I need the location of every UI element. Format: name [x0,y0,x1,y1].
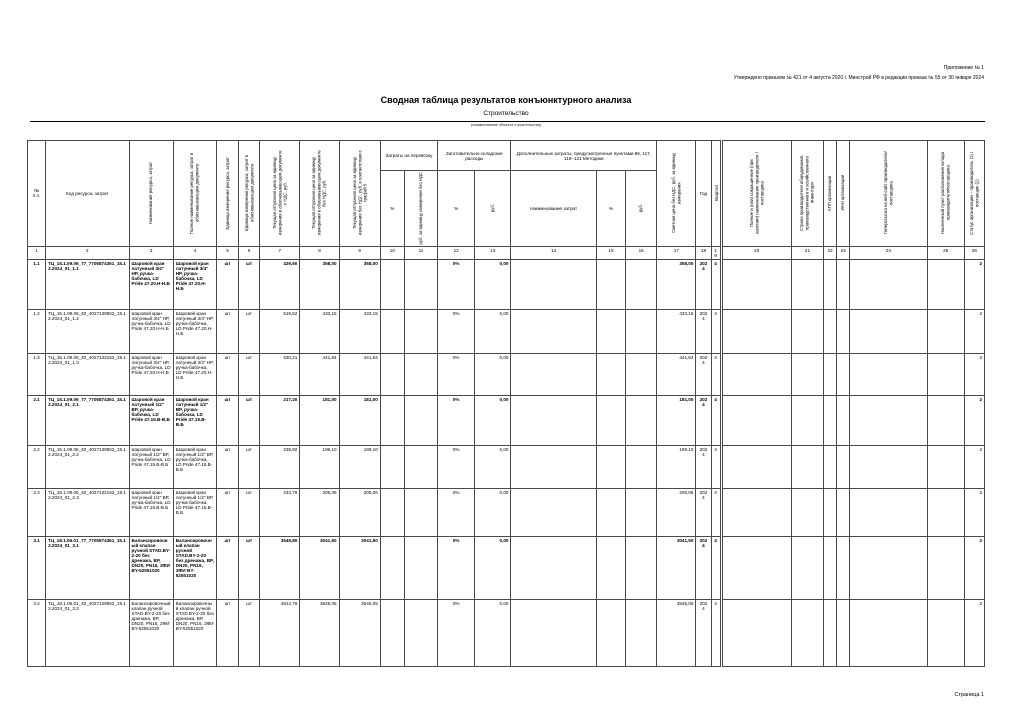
cell-storage-pct: 0% [438,395,475,445]
cell-unit: шт [216,309,238,353]
cell-price-net-final: 358,00 [339,259,380,309]
cell-quarter: 4 [711,599,721,666]
cell-quarter: 4 [711,309,721,353]
cell-name: Шаровой кран латунный 1/2" ВР, ручка-бабочка, LD Pride 47.15.В-В.Б [129,445,173,488]
cell-status: 2 [964,445,984,488]
cell-num: 2.2 [28,445,46,488]
cell-extra-rub [626,599,657,666]
table-row [28,445,985,488]
cell-storage-rub: 0,00 [475,536,511,599]
col-header-unit: Единица измерения ресурса, затрат [216,141,238,247]
cell-full-name: Шаровой кран латунный 3/4" НР, ручка-бабочка, LD Pride 47.20.Н-Н.Б [173,353,216,395]
cell-website [850,309,927,353]
cell-unit-doc: шт [239,395,260,445]
cell-name: Балансировочный клапан ручной STAD.BY-2-20 без дренажа, ВР, DN20, PN16, ЗФИ BY-52551020 [129,599,173,666]
cell-price-gross: 243,79 [260,488,300,536]
cell-extra-pct [596,488,625,536]
col-header-storage-rub: руб. [475,171,511,247]
cell-name: Шаровой кран латунный 3/4" НР, ручка-бабочка, LD Pride 47.20.Н-Н.Б [129,353,173,395]
cell-extra-pct [596,259,625,309]
cell-storage-rub: 0,00 [475,599,511,666]
cell-storage-pct: 0% [438,536,475,599]
col-header-transport-rub: руб. за единицу измерения без НДС [404,171,437,247]
cell-status: 2 [964,309,984,353]
cell-country [791,536,823,599]
cell-status: 2 [964,536,984,599]
column-number: 24 [850,246,927,259]
col-header-warehouse-city: Населенный пункт расположения склада производителя/поставщика [927,141,964,247]
cell-estimate-price: 3545,05 [657,599,696,666]
cell-year: 2024 [696,445,711,488]
cell-unit: шт [216,259,238,309]
cell-unit-doc: шт [239,309,260,353]
cell-code: ТЦ_15.1.09.06_40_4027139952_19.12.2024_01_2.2 [46,445,129,488]
cell-city [927,599,964,666]
cell-num: 1.3 [28,353,46,395]
cell-quarter: 4 [711,536,721,599]
cell-status: 2 [964,395,984,445]
cell-unit: шт [216,445,238,488]
cell-quarter: 4 [711,259,721,309]
cell-city [927,445,964,488]
column-number: 22 [824,246,837,259]
cell-city [927,395,964,445]
cell-price-net-final: 181,00 [339,395,380,445]
cell-extra-pct [596,353,625,395]
col-header-resource-name: Наименование ресурса, затрат [129,141,173,247]
cell-status: 2 [964,353,984,395]
cell-website [850,259,927,309]
cell-extra-name [511,536,596,599]
cell-unit: шт [216,536,238,599]
cell-estimate-price: 205,06 [657,488,696,536]
group-header-additional-costs: Дополнительные затраты, предусмотренные пунктами 86, 117, 119–121 Методики [511,141,657,171]
column-number: 11 [404,246,437,259]
cell-country [791,353,823,395]
cell-name: Балансировочный клапан ручной STAD.BY-2-20 без дренажа, ВР, DN20, PN16, ЗФИ BY-52551020 [129,536,173,599]
cell-storage-rub: 0,00 [475,259,511,309]
cell-transport-pct [380,395,404,445]
cell-year: 2024 [696,599,711,666]
cell-transport-rub [404,445,437,488]
col-header-inn: ИНН организации [837,141,850,247]
col-header-price-no-vat-doc: Текущая отпускная цена за единицу измерения в обосновывающем документе без НДС, руб. [300,141,339,247]
cell-price-net-final: 3041,50 [339,536,380,599]
cell-status: 2 [964,599,984,666]
cell-manufacturer [721,488,791,536]
table-body [28,259,985,666]
cell-storage-pct: 0% [438,488,475,536]
col-header-full-name: Полное наименование ресурса, затрат в обосновывающем документе [173,141,216,247]
cell-price-net: 358,00 [300,259,339,309]
cell-transport-rub [404,599,437,666]
cell-manufacturer [721,353,791,395]
cell-kpp [824,536,837,599]
cell-price-net: 3041,50 [300,536,339,599]
cell-estimate-price: 181,00 [657,395,696,445]
col-header-org-status: Статус организации – производитель (1) / поставщик (2) [964,141,984,247]
column-number: 23 [837,246,850,259]
column-number: 4 [173,246,216,259]
cell-extra-name [511,599,596,666]
cell-city [927,353,964,395]
cell-name: Шаровой кран латунный 3/4" НР, ручка-бабочка, LD Pride 47.20.Н-Н.Б [129,259,173,309]
cell-extra-name [511,395,596,445]
cell-country [791,259,823,309]
column-number: 19 [711,246,721,259]
col-header-website: Гиперссылка на веб-сайт производителя/поставщика [850,141,927,247]
cell-website [850,395,927,445]
cell-price-net: 441,84 [300,353,339,395]
cell-country [791,488,823,536]
cell-inn [837,488,850,536]
cell-year: 2024 [696,353,711,395]
cell-year: 2024 [696,488,711,536]
cell-estimate-price: 199,10 [657,445,696,488]
cell-extra-pct [596,309,625,353]
cell-inn [837,259,850,309]
cell-full-name: Шаровой кран латунный 1/2" ВР, ручка-бабочка, LD Pride 47.15.В-В.Б [173,488,216,536]
cell-unit: шт [216,353,238,395]
column-number: 25 [927,246,964,259]
cell-name: Шаровой кран латунный 3/4" НР, ручка-бабочка, LD Pride 47.20.Н-Н.Б [129,309,173,353]
cell-quarter: 4 [711,488,721,536]
cell-kpp [824,395,837,445]
cell-extra-rub [626,259,657,309]
cell-website [850,353,927,395]
cell-year: 2024 [696,395,711,445]
col-header-extra-pct: % [596,171,625,247]
cell-manufacturer [721,599,791,666]
column-number: 6 [239,246,260,259]
column-number: 15 [596,246,625,259]
col-header-estimate-price: Сметная цена без НДС, руб. за единицу измерения [657,141,696,247]
cell-storage-rub: 0,00 [475,353,511,395]
cell-inn [837,353,850,395]
cell-manufacturer [721,445,791,488]
group-header-transport-costs: Затраты на перевозку [380,141,437,171]
column-number: 7 [260,246,300,259]
col-header-price-no-vat: Текущая отпускная цена за единицу измерения без НДС, руб. в соответствии с графой 5 [339,141,380,247]
column-number: 16 [626,246,657,259]
cell-storage-pct: 0% [438,445,475,488]
cell-extra-name [511,353,596,395]
col-header-country: Страна производителя оборудования, производственного и хозяйственного инвентаря [791,141,823,247]
col-header-price-with-vat: Текущая отпускная цена за единицу измерения в обосновывающем документе с НДС, руб. [260,141,300,247]
cell-price-gross: 238,92 [260,445,300,488]
cell-transport-rub [404,395,437,445]
cell-num: 1.2 [28,309,46,353]
cell-transport-rub [404,488,437,536]
cell-inn [837,445,850,488]
table-row [28,488,985,536]
group-header-storage-costs: Заготовительно-складские расходы [438,141,511,171]
cell-price-gross: 4814,76 [260,599,300,666]
column-number: 3 [129,246,173,259]
page-number: Страница 1 [954,692,984,698]
cell-year: 2024 [696,259,711,309]
column-number: 17 [657,246,696,259]
cell-extra-name [511,309,596,353]
cell-extra-rub [626,353,657,395]
cell-unit-doc: шт [239,488,260,536]
column-number: 13 [475,246,511,259]
cell-code: ТЦ_18.1.06.01_77_7705874361_15.12.2024_01_3.1 [46,536,129,599]
cell-kpp [824,259,837,309]
object-name-note: (наименование объекта строительства) [470,123,542,127]
cell-transport-rub [404,536,437,599]
column-number: 26 [964,246,984,259]
cell-kpp [824,353,837,395]
col-header-transport-pct: % [380,171,404,247]
cell-website [850,488,927,536]
col-header-manufacturer-name: Полное и (или) сокращенное (при наличии) наименование производителя / поставщика [721,141,791,247]
cell-quarter: 4 [711,445,721,488]
construction-object-name: Строительство [483,110,529,117]
cell-transport-pct [380,488,404,536]
cell-extra-name [511,259,596,309]
annotation-line-1: Приложение № 1 [943,65,984,71]
cell-extra-name [511,445,596,488]
cell-inn [837,599,850,666]
cell-num: 2.3 [28,488,46,536]
cell-code: ТЦ_15.1.09.06_40_4027139952_19.12.2024_01_1.2 [46,309,129,353]
cell-price-net-final: 205,06 [339,488,380,536]
cell-unit: шт [216,488,238,536]
col-header-storage-pct: % [438,171,475,247]
cell-transport-pct [380,353,404,395]
cell-extra-pct [596,445,625,488]
column-number: 21 [791,246,823,259]
column-number: 1 [28,246,46,259]
column-number: 9 [339,246,380,259]
cell-country [791,395,823,445]
cell-storage-pct: 0% [438,353,475,395]
col-header-year: Год [696,141,711,247]
page-title: Сводная таблица результатов конъюнктурного анализа [380,95,632,105]
cell-num: 1.1 [28,259,46,309]
cell-city [927,309,964,353]
table-row [28,536,985,599]
column-number: 5 [216,246,238,259]
cell-status: 2 [964,488,984,536]
cell-quarter: 4 [711,395,721,445]
cell-unit: шт [216,395,238,445]
cell-price-gross: 429,60 [260,259,300,309]
cell-storage-pct: 0% [438,259,475,309]
cell-transport-rub [404,353,437,395]
cell-code: ТЦ_15.1.09.06_77_7705874361_15.12.2024_01_1.1 [46,259,129,309]
cell-code: ТЦ_18.1.06.01_40_4027139952_19.12.2024_01_3.2 [46,599,129,666]
cell-website [850,599,927,666]
cell-unit-doc: шт [239,536,260,599]
cell-extra-name [511,488,596,536]
column-number: 12 [438,246,475,259]
cell-transport-pct [380,259,404,309]
cell-storage-rub: 0,00 [475,395,511,445]
cell-transport-pct [380,445,404,488]
col-header-unit-doc: Единица измерения ресурса, затрат в обосновывающем документе [239,141,260,247]
cell-inn [837,395,850,445]
col-header-resource-code: Код ресурса, затрат [46,141,129,247]
approval-annotation [734,64,984,83]
cell-website [850,445,927,488]
cell-extra-rub [626,395,657,445]
table-row [28,353,985,395]
cell-manufacturer [721,395,791,445]
cell-price-net: 3545,05 [300,599,339,666]
col-header-npp: № п.п. [28,141,46,247]
column-number: 18 [696,246,711,259]
cell-transport-pct [380,536,404,599]
cell-num: 3.1 [28,536,46,599]
cell-full-name: Шаровой кран латунный 3/4" НР, ручка-бабочка, LD Pride 47.20.Н-Н.Б [173,309,216,353]
cell-price-gross: 217,20 [260,395,300,445]
cell-country [791,599,823,666]
cell-extra-rub [626,445,657,488]
cell-manufacturer [721,536,791,599]
cell-price-net: 181,00 [300,395,339,445]
cell-full-name: Шаровой кран латунный 1/2" ВР, ручка-бабочка, LD Pride 47.15.В-В.Б [173,395,216,445]
table-row [28,395,985,445]
cell-unit-doc: шт [239,259,260,309]
col-header-extra-name: Наименование затрат [511,171,596,247]
cell-unit: шт [216,599,238,666]
cell-unit-doc: шт [239,445,260,488]
cell-kpp [824,488,837,536]
conjuncture-analysis-table [27,140,985,667]
cell-estimate-price: 441,84 [657,353,696,395]
cell-estimate-price: 433,15 [657,309,696,353]
cell-full-name: Балансировочный клапан ручной STAD.BY-2-20 без дренажа, ВР, DN20, PN16, ЗФИ BY-52551020 [173,599,216,666]
cell-manufacturer [721,259,791,309]
column-number: 10 [380,246,404,259]
cell-estimate-price: 358,00 [657,259,696,309]
cell-kpp [824,599,837,666]
cell-extra-rub [626,488,657,536]
cell-city [927,259,964,309]
cell-year: 2024 [696,309,711,353]
cell-country [791,445,823,488]
cell-kpp [824,309,837,353]
cell-kpp [824,445,837,488]
table-row [28,259,985,309]
cell-full-name: Балансировочный клапан ручной STAD.BY-2-20 без дренажа, ВР, DN20, PN16, ЗФИ BY-52551020 [173,536,216,599]
cell-unit-doc: шт [239,599,260,666]
cell-unit-doc: шт [239,353,260,395]
cell-code: ТЦ_15.1.09.06_40_4027132153_19.12.2024_01_2.3 [46,488,129,536]
column-numbers-row [28,246,985,259]
cell-price-gross: 530,21 [260,353,300,395]
cell-year: 2024 [696,536,711,599]
cell-city [927,488,964,536]
cell-storage-rub: 0,00 [475,309,511,353]
cell-price-net: 205,06 [300,488,339,536]
cell-inn [837,309,850,353]
cell-inn [837,536,850,599]
cell-transport-pct [380,309,404,353]
col-header-kpp: КПП организации [824,141,837,247]
cell-price-net-final: 441,84 [339,353,380,395]
table-row [28,309,985,353]
cell-price-gross: 519,52 [260,309,300,353]
cell-website [850,536,927,599]
cell-transport-rub [404,259,437,309]
cell-extra-rub [626,309,657,353]
cell-manufacturer [721,309,791,353]
col-header-extra-rub: руб. [626,171,657,247]
cell-price-gross: 3649,80 [260,536,300,599]
cell-transport-rub [404,309,437,353]
cell-num: 2.1 [28,395,46,445]
cell-full-name: Шаровой кран латунный 1/2" ВР, ручка-бабочка, LD Pride 47.15.В-В.Б [173,445,216,488]
cell-name: Шаровой кран латунный 1/2" ВР, ручка-бабочка, LD Pride 47.15.В-В.Б [129,488,173,536]
cell-extra-pct [596,599,625,666]
cell-price-net: 199,10 [300,445,339,488]
cell-status: 2 [964,259,984,309]
table-row [28,599,985,666]
col-header-quarter: Квартал [711,141,721,247]
cell-extra-pct [596,536,625,599]
cell-name: Шаровой кран латунный 1/2" ВР, ручка-бабочка, LD Pride 47.15.В-В.Б [129,395,173,445]
cell-code: ТЦ_15.1.09.06_40_4027132153_19.12.2024_01_1.3 [46,353,129,395]
cell-num: 3.2 [28,599,46,666]
cell-quarter: 4 [711,353,721,395]
annotation-line-2: Утверждено приказом № 421 от 4 августа 2020 г. Минстрой РФ в редакции приказа № 55 от 30 января 2024 [733,74,984,81]
cell-country [791,309,823,353]
cell-estimate-price: 3041,50 [657,536,696,599]
cell-storage-pct: 0% [438,599,475,666]
object-name-underline [30,121,985,122]
cell-price-net-final: 433,15 [339,309,380,353]
cell-price-net-final: 199,10 [339,445,380,488]
cell-code: ТЦ_15.1.09.06_77_7705874361_15.12.2024_01_2.1 [46,395,129,445]
column-number: 2 [46,246,129,259]
column-number: 14 [511,246,596,259]
cell-full-name: Шаровой кран латунный 3/4" НР, ручка-бабочка, LD Pride 47.20.Н-Н.Б [173,259,216,309]
cell-price-net-final: 3545,05 [339,599,380,666]
cell-transport-pct [380,599,404,666]
cell-price-net: 433,15 [300,309,339,353]
column-number: 8 [300,246,339,259]
cell-extra-rub [626,536,657,599]
cell-storage-rub: 0,00 [475,488,511,536]
cell-city [927,536,964,599]
column-number: 20 [721,246,791,259]
cell-storage-pct: 0% [438,309,475,353]
cell-storage-rub: 0,00 [475,445,511,488]
cell-extra-pct [596,395,625,445]
